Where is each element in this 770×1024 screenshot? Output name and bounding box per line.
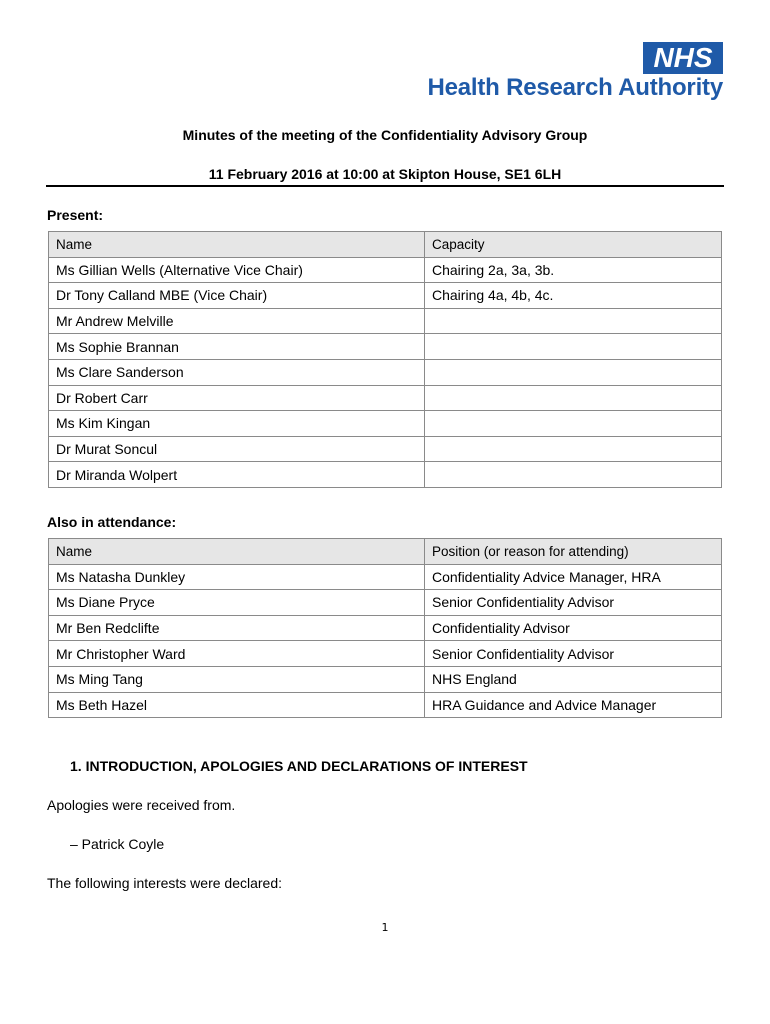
name-cell: Ms Clare Sanderson xyxy=(49,359,425,385)
name-cell: Dr Robert Carr xyxy=(49,385,425,411)
role-cell xyxy=(425,411,722,437)
attendance-table xyxy=(48,538,722,718)
apologies-list-item: – Patrick Coyle xyxy=(70,836,165,852)
name-cell: Dr Miranda Wolpert xyxy=(49,462,425,488)
document-title: Minutes of the meeting of the Confidentiality Advisory Group xyxy=(182,127,588,143)
role-cell: HRA Guidance and Advice Manager xyxy=(425,692,722,718)
table-row xyxy=(49,385,722,411)
role-cell: Chairing 2a, 3a, 3b. xyxy=(425,257,722,283)
role-cell: NHS England xyxy=(425,666,722,692)
nhs-hra-logo xyxy=(403,42,723,104)
table-row xyxy=(49,411,722,437)
table-row xyxy=(49,334,722,360)
column-header: Name xyxy=(49,232,425,258)
role-cell xyxy=(425,308,722,334)
role-cell: Senior Confidentiality Advisor xyxy=(425,641,722,667)
table-row xyxy=(49,692,722,718)
table-row xyxy=(49,283,722,309)
name-cell: Ms Ming Tang xyxy=(49,666,425,692)
role-cell xyxy=(425,359,722,385)
title-divider xyxy=(46,185,724,187)
role-cell xyxy=(425,334,722,360)
name-cell: Ms Sophie Brannan xyxy=(49,334,425,360)
role-cell xyxy=(425,462,722,488)
table-header-row xyxy=(49,539,722,565)
role-cell: Chairing 4a, 4b, 4c. xyxy=(425,283,722,309)
table-row xyxy=(49,462,722,488)
name-cell: Dr Murat Soncul xyxy=(49,436,425,462)
table-row xyxy=(49,641,722,667)
name-cell: Mr Christopher Ward xyxy=(49,641,425,667)
table-row xyxy=(49,564,722,590)
name-cell: Mr Ben Redclifte xyxy=(49,615,425,641)
section-heading: 1. INTRODUCTION, APOLOGIES AND DECLARATIONS OF INTEREST xyxy=(70,758,528,774)
name-cell: Ms Diane Pryce xyxy=(49,590,425,616)
name-cell: Ms Kim Kingan xyxy=(49,411,425,437)
role-cell: Confidentiality Advice Manager, HRA xyxy=(425,564,722,590)
role-cell: Senior Confidentiality Advisor xyxy=(425,590,722,616)
column-header: Capacity xyxy=(425,232,722,258)
name-cell: Ms Gillian Wells (Alternative Vice Chair) xyxy=(49,257,425,283)
attendance-label: Also in attendance: xyxy=(47,514,177,530)
apologies-text: Apologies were received from. xyxy=(47,797,236,813)
organisation-name: Health Research Authority xyxy=(427,74,723,101)
table-row xyxy=(49,436,722,462)
column-header: Position (or reason for attending) xyxy=(425,539,722,565)
table-row xyxy=(49,257,722,283)
table-row xyxy=(49,308,722,334)
meeting-date-location: 11 February 2016 at 10:00 at Skipton House, SE1 6LH xyxy=(208,166,562,182)
present-table xyxy=(48,231,722,488)
name-cell: Dr Tony Calland MBE (Vice Chair) xyxy=(49,283,425,309)
present-label: Present: xyxy=(47,207,104,223)
role-cell xyxy=(425,385,722,411)
table-row xyxy=(49,615,722,641)
column-header: Name xyxy=(49,539,425,565)
table-header-row xyxy=(49,232,722,258)
table-row xyxy=(49,590,722,616)
name-cell: Mr Andrew Melville xyxy=(49,308,425,334)
role-cell xyxy=(425,436,722,462)
table-row xyxy=(49,666,722,692)
nhs-logo-box: NHS xyxy=(643,42,723,74)
name-cell: Ms Natasha Dunkley xyxy=(49,564,425,590)
page-number: 1 xyxy=(381,921,389,934)
table-row xyxy=(49,359,722,385)
name-cell: Ms Beth Hazel xyxy=(49,692,425,718)
role-cell: Confidentiality Advisor xyxy=(425,615,722,641)
interests-text: The following interests were declared: xyxy=(47,875,283,891)
